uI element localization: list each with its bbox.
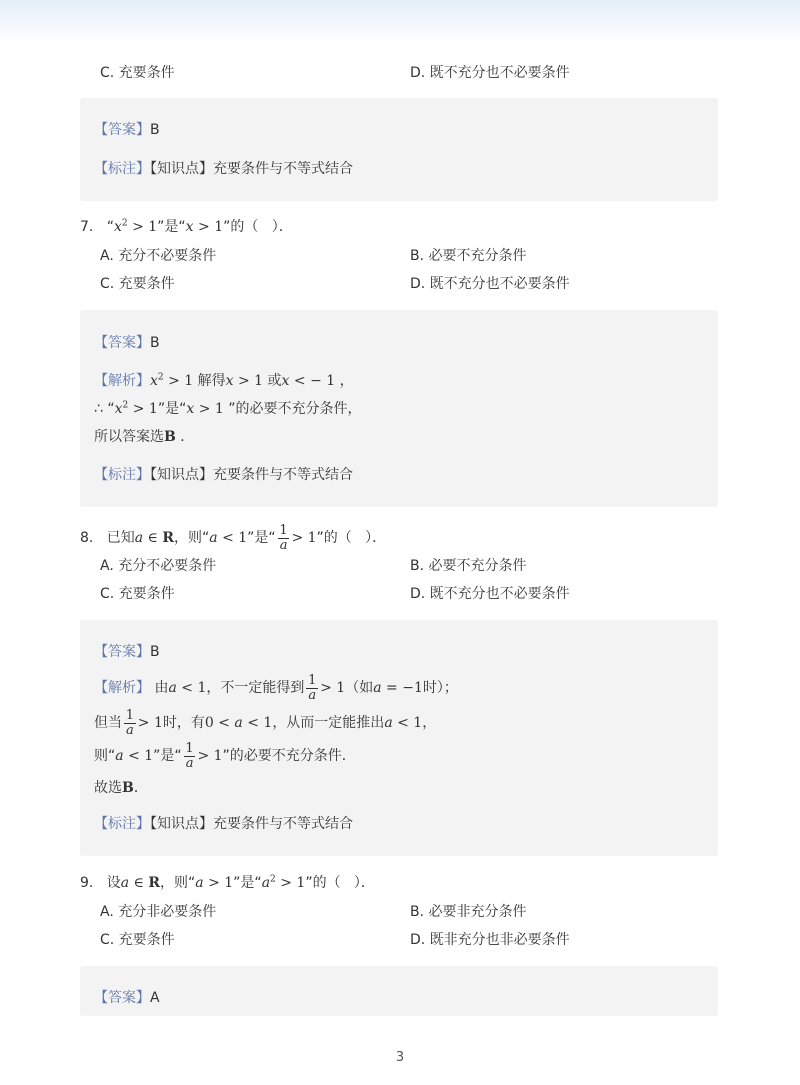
q9-stem [0, 872, 800, 894]
q7-note: 【知识点】充要条件与不等式结合 [150, 467, 353, 483]
q8-answer: B [150, 644, 160, 660]
q9-option-c: C. 充要条件 [100, 932, 175, 948]
q6-answer-box [80, 98, 718, 201]
q9-answer-box [80, 966, 718, 1016]
q9-options-ab [0, 901, 800, 923]
q9-answer-line: 【答案】A [94, 990, 160, 1006]
q7-analysis-line-3: 所以答案选B ． [94, 429, 195, 445]
q7-option-a: A. 充分不必要条件 [100, 248, 217, 264]
q7-analysis-line-1: 【解析】$x^2 > 1$ 解得x > 1 或x < − 1 ， [94, 372, 354, 389]
q8-analysis-line-2: 但当 $\frac{1}{a}$ > 1时，有0 < a < 1，从而一定能推出a < 1， [94, 708, 437, 738]
q9-option-d: D. 既非充分也非必要条件 [410, 932, 570, 948]
q6-option-c: C. 充要条件 [100, 65, 175, 81]
page-header-band [0, 0, 800, 44]
q7-option-b: B. 必要不充分条件 [410, 248, 527, 264]
q9-number: 9. [80, 875, 94, 891]
q8-options-cd [0, 583, 800, 605]
q7-answer: B [150, 335, 160, 351]
q9-option-b: B. 必要非充分条件 [410, 904, 527, 920]
q8-analysis-line-1: 【解析】 由a < 1，不一定能得到 $\frac{1}{a}$ > 1（如a = −1时）； [94, 673, 458, 703]
q6-answer-line [94, 119, 160, 139]
q8-number: 8. [80, 530, 94, 547]
q6-answer: B [150, 122, 160, 138]
q8-answer-line: 【答案】B [94, 644, 160, 660]
q9-text: 设a ∈ R，则“a > 1”是“$a^2 > 1$”的（ ）． [97, 874, 375, 891]
q8-stem [0, 520, 800, 554]
q7-note-line: 【标注】【知识点】充要条件与不等式结合 [94, 467, 353, 483]
analysis-tag: 【解析】 [94, 373, 150, 389]
q7-answer-box [80, 310, 718, 507]
q7-options-ab [0, 245, 800, 267]
q8-option-b: B. 必要不充分条件 [410, 558, 527, 574]
q7-analysis-line-2: ∴ “$x^2 > 1$”是“x > 1 ”的必要不充分条件， [94, 400, 362, 417]
q7-text: “$x^2 > 1$”是“x > 1”的（ ）． [97, 218, 293, 235]
q9-options-cd [0, 929, 800, 951]
page-number: 3 [395, 1050, 405, 1065]
q7-answer-line: 【答案】B [94, 335, 160, 351]
q8-answer-box [80, 620, 718, 856]
q8-text: 已知a ∈ R，则“a < 1”是“ $\frac{1}{a}$ > 1”的（ ）． [97, 523, 387, 553]
q8-analysis-line-4: 故选B． [94, 780, 148, 796]
q8-option-c: C. 充要条件 [100, 586, 175, 602]
q8-options-ab [0, 555, 800, 577]
q7-options-cd [0, 273, 800, 295]
q7-number: 7. [80, 219, 94, 235]
q6-option-d: D. 既不充分也不必要条件 [410, 65, 570, 81]
q6-note: 【知识点】充要条件与不等式结合 [150, 161, 353, 177]
q7-option-c: C. 充要条件 [100, 276, 175, 292]
q8-option-a: A. 充分不必要条件 [100, 558, 217, 574]
q8-note: 【知识点】充要条件与不等式结合 [150, 816, 353, 832]
q8-note-line: 【标注】【知识点】充要条件与不等式结合 [94, 816, 353, 832]
answer-tag: 【答案】 [94, 122, 150, 138]
q7-stem [0, 216, 800, 238]
q8-analysis-line-3: 则“a < 1”是“ $\frac{1}{a}$ > 1”的必要不充分条件． [94, 741, 356, 771]
q9-option-a: A. 充分非必要条件 [100, 904, 217, 920]
q8-option-d: D. 既不充分也不必要条件 [410, 586, 570, 602]
q9-answer: A [150, 990, 160, 1006]
note-tag: 【标注】 [94, 161, 150, 177]
q6-note-line [94, 158, 353, 178]
q7-option-d: D. 既不充分也不必要条件 [410, 276, 570, 292]
q6-options-cd [0, 62, 800, 84]
